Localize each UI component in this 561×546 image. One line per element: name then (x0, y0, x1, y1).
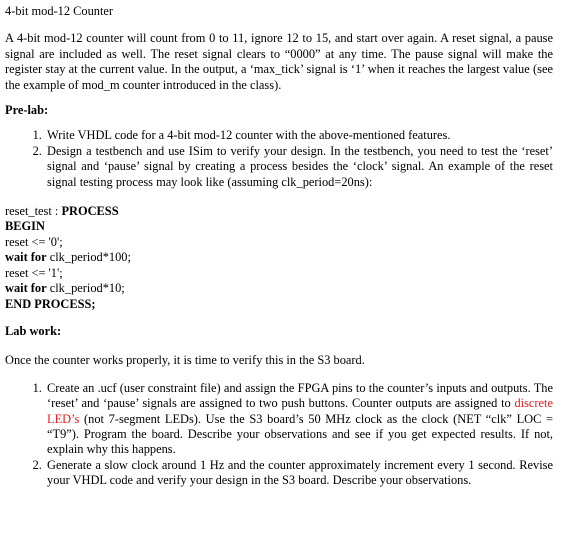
code-line-5: reset <= '1'; (5, 265, 63, 280)
code-line-3: reset <= '0'; (5, 234, 63, 249)
labwork-item-1-text-cont: (not 7-segment LEDs). Use the S3 board’s 50 MHz clock as the clock (NET “clk” LOC = “T9”). Program the board. Describe your observations and see if you get expected results. If not, explain why this happens. (47, 411, 553, 457)
code-expression: clk_period*10; (46, 281, 125, 296)
code-keyword: PROCESS (61, 204, 119, 219)
prelab-list (5, 128, 553, 190)
document-title: 4-bit mod-12 Counter (5, 4, 114, 18)
intro-paragraph: A 4-bit mod-12 counter will count from 0 to 11, ignore 12 to 15, and start over again. A reset signal, a pause signal are included as well. The reset signal clears to “0000” at any time. The pause signal will make the register stay at the current value. In the output, a ‘max_tick’ signal is ‘1’ when it reaches the largest value (see the example of mod_m counter introduced in the class). (5, 31, 553, 92)
labwork-intro: Once the counter works properly, it is time to verify this in the S3 board. (5, 353, 365, 368)
prelab-heading: Pre-lab: (5, 103, 49, 118)
labwork-list (5, 381, 553, 489)
code-block (5, 204, 553, 312)
labwork-item-2: 2. Generate a slow clock around 1 Hz and the counter approximately increment every 1 second. Revise your VHDL code and verify your design in the S3 board. Describe your observations. (45, 458, 553, 489)
highlighted-term: discrete LED’s (47, 396, 553, 426)
code-keyword: wait for (5, 281, 47, 296)
labwork-heading: Lab work: (5, 323, 62, 338)
code-line-4 (5, 250, 553, 265)
prelab-item-1: 1. Write VHDL code for a 4-bit mod-12 counter with the above-mentioned features. (45, 128, 553, 143)
code-line-2: BEGIN (5, 219, 45, 234)
code-keyword: wait for (5, 250, 47, 265)
code-line-6 (5, 281, 553, 296)
code-label: reset_test : (5, 204, 62, 219)
code-line-7: END PROCESS; (5, 296, 96, 311)
labwork-item-1-text: Create an .ucf (user constraint file) and assign the FPGA pins to the counter’s inputs and outputs. The ‘reset’ and ‘pause’ signals are assigned to two push buttons. Counter outputs are assigned to (47, 380, 553, 411)
code-expression: clk_period*100; (46, 250, 131, 265)
prelab-item-2: 2. Design a testbench and use ISim to verify your design. In the testbench, you need to test the ‘reset’ signal and ‘pause’ signal by creating a process besides the ‘clock’ signal. An example of the reset signal testing process may look like (assuming clk_period=20ns): (45, 144, 553, 190)
labwork-item-1 (45, 381, 553, 458)
code-line-1 (5, 204, 553, 219)
